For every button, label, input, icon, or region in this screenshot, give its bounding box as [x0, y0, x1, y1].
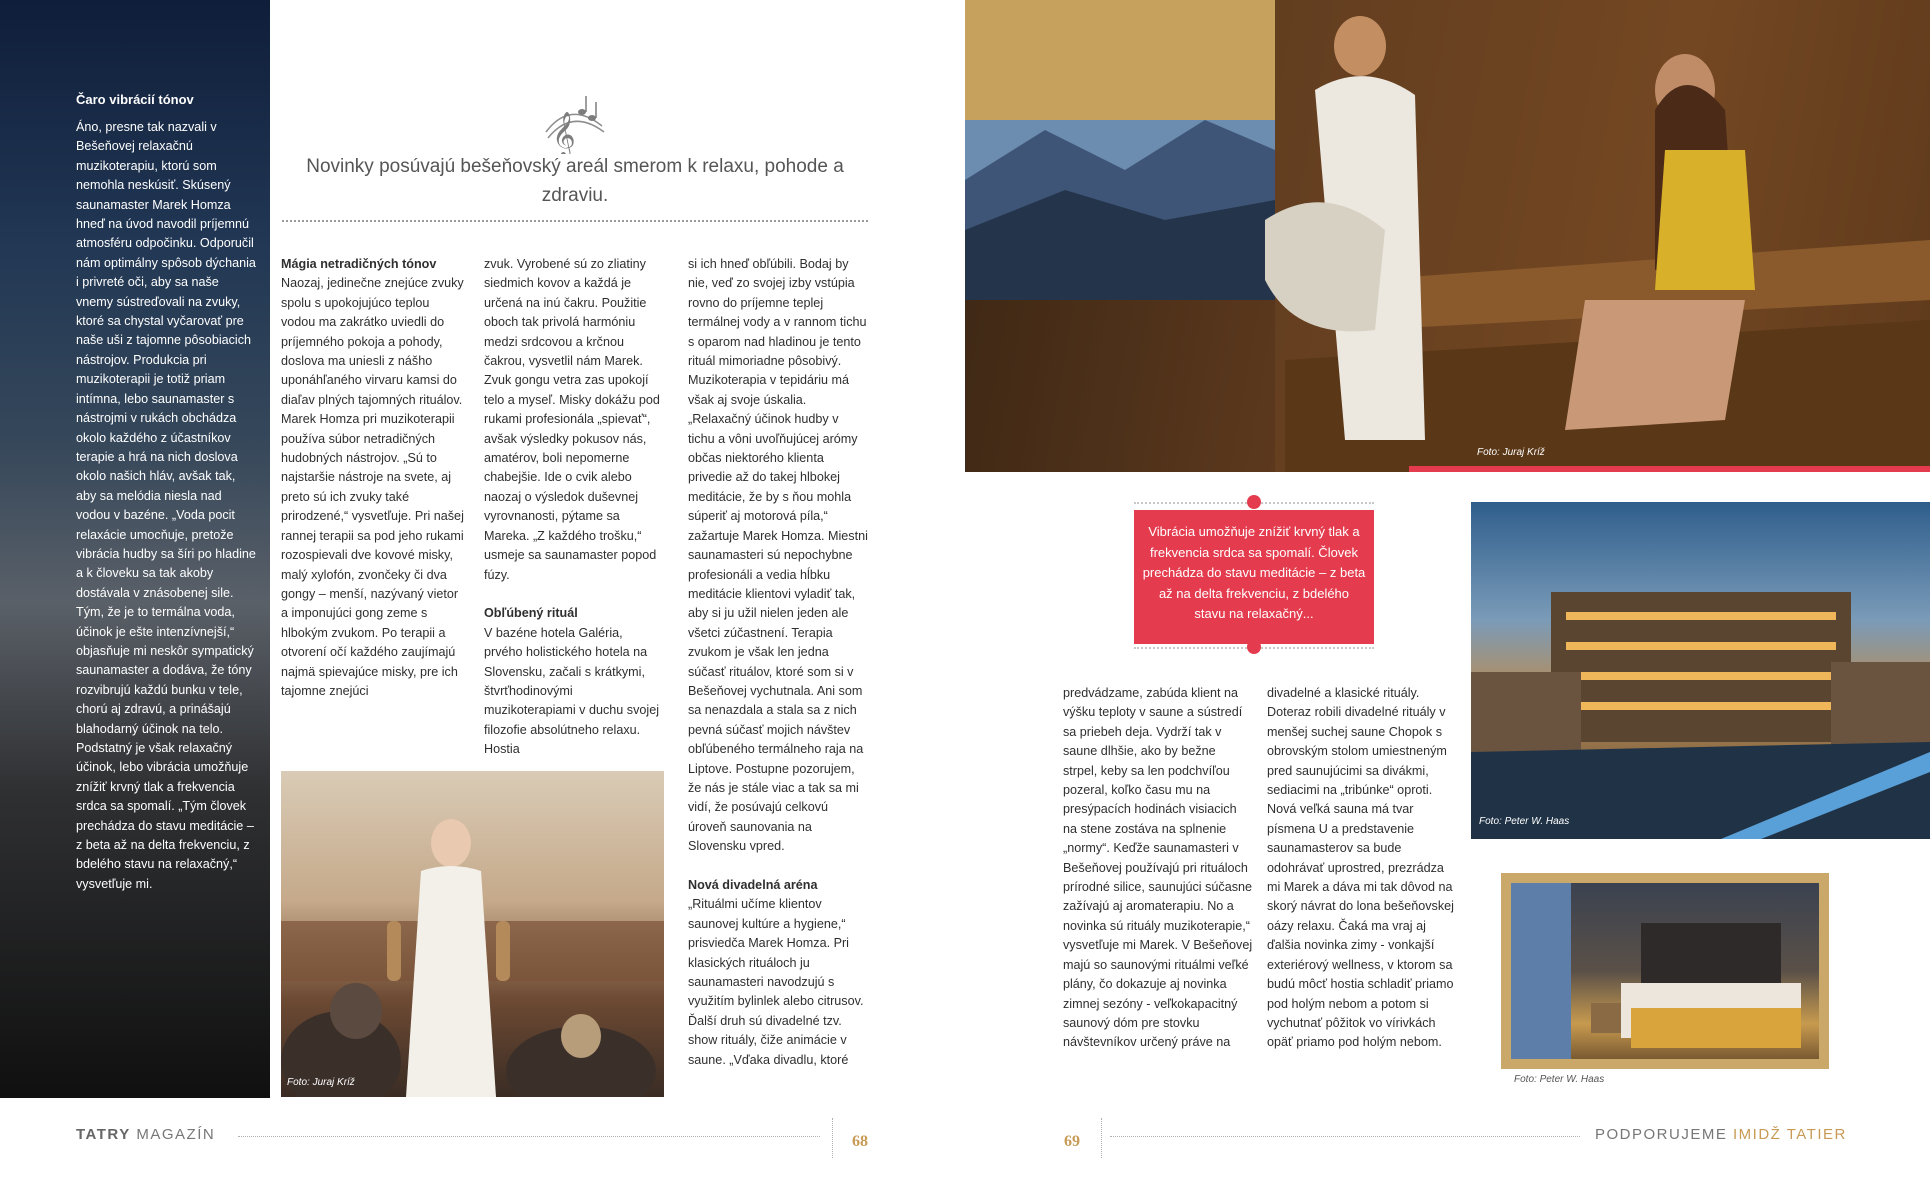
footer-brand-left: [76, 1126, 215, 1143]
col3-text-1: si ich hneď obľúbili. Bodaj by nie, veď zo svojej izby vstúpia rovno do príjemne teplej termálnej vody a v rannom tichu s oparom nad hladinou je tento rituál mimoriadne pôsobivý. Muzikoterapia v tepidáriu má však aj svoje úskalia. „Relaxačný účinok hudby v tichu a vôni uvoľňujúcej arómy občas niektorého klienta privedie až do takej hlbokej meditácie, že by s ňou mohla súperiť aj motorová píla,“ zažartuje Marek Homza. Miestni saunamasteri sú nepochybne profesionáli a vedia hĺbku meditácie klientovi vyladiť tak, aby si ju užil nielen jeden ale všetci zúčastnení. Terapia zvukom je však len jedna súčasť rituálov, ktoré som si v Bešeňovej vychutnala. Ani som sa nenazdala a stala sa z nich pevná súčasť mojich návštev obľúbeného termálneho raja na Liptove. Postupne pozorujem, že nás je stále viac a tak sa mi vidí, že posúvajú celkovú úroveň saunovania na Slovensku vpred.: [688, 257, 868, 854]
col4-text: predvádzame, zabúda klient na výšku teploty v saune a sústredí sa priebeh deja. Vydrží tak v saune dlhšie, ako by bežne strpel, keby sa len podchvíľou pozeral, koľko času mu na presýpacích hodinách visiacich na stene zostáva na splnenie „normy“. Keďže saunamasteri v Bešeňovej používajú pri rituáloch prírodné silice, saunujúci súčasne zažívajú aj aromaterapiu. No a novinka sú rituály muzikoterapie,“ vysvetľuje mi Marek. V Bešeňovej majú so saunovými rituálmi veľké plány, čo dokazuje aj novinka zimnej sezóny - veľkokapacitný saunový dóm pre stovku návštevníkov určený práve na: [1063, 686, 1253, 1050]
footer-brand-left-rest: MAGAZÍN: [130, 1126, 216, 1143]
col1-text: Naozaj, jedinečne znejúce zvuky spolu s upokojujúco teplou vodou ma zakrátko uviedli do príjemného pokoja a pohody, doslova ma uniesli z nášho uponáhľaného virvaru kamsi do diaľav plných tajomných rituálov. Marek Homza pri muzikoterapii používa súbor netradičných hudobných nástrojov. „Sú to najstaršie nástroje na svete, aj preto sú ich zvuky také prirodzené,“ vysvetľuje. Pri našej rannej terapii sa pod jeho rukami rozospievali dve kovové misky, malý xylofón, zvončeky či dva gongy – menší, nazývaný vietor a imponujúci gong zeme s hlbokým zvukom. Po terapii a otvorení očí každého zaujímajú najmä spievajúce misky, pre ich tajomne znejúci: [281, 276, 464, 698]
col2-text-1: zvuk. Vyrobené sú zo zliatiny siedmich kovov a každá je určená na inú čakru. Použitie oboch tak privolá harmóniu medzi srdcovou a krčnou čakrou, vysvetlil nám Marek. Zvuk gongu vetra zas upokojí telo a myseľ. Misky dokážu pod rukami profesionála „spievať“, avšak výsledky pokusov nás, amatérov, boli nepomerne chabejšie. Ide o cvik alebo naozaj o výsledok duševnej vyrovnanosti, pýtame sa Mareka. „Z každého trošku,“ usmeje sa saunamaster popod fúzy.: [484, 257, 660, 582]
col3-heading: Nová divadelná aréna: [688, 877, 818, 892]
col2-text-2: V bazéne hotela Galéria, prvého holistického hotela na Slovensku, začali s krátkymi, štvrťhodinovými muzikoterapiami v duchu svojej filozofie absolútneho relaxu. Hostia: [484, 625, 659, 757]
quote-bottom-dot: [1247, 640, 1261, 654]
therapy-photo: [281, 771, 664, 1097]
footer-brand-right: [1595, 1126, 1847, 1143]
page-number-right: 69: [1064, 1133, 1080, 1150]
page-number-left: 68: [852, 1133, 868, 1150]
sauna-photo-caption: Foto: Juraj Kríž: [1477, 447, 1545, 458]
column-1: [281, 255, 467, 701]
sidebar-panel: [0, 0, 270, 1098]
col5-text: divadelné a klasické rituály. Doteraz robili divadelné rituály v menšej suchej saune Chopok s obrovským stolom umiestneným pred saunujúcimi sa divákmi, sediacimi na „tribúnke“ oproti. Nová veľká sauna má tvar písmena U a predstavenie saunamasterov sa bude odohrávať uprostred, prezrádza mi Marek a dáva mi tak dôvod na skorý návrat do lona bešeňovskej oázy relaxu. Čaká ma vraj aj ďalšia novinka zimy - vonkajší exteriérový wellness, v ktorom sa budú môcť hostia schladiť priamo pod holým nebom a potom si vychutnať pôžitok vo vírivkách opäť priamo pod holým nebom.: [1267, 686, 1454, 1050]
room-photo-frame: [1501, 873, 1829, 1069]
sidebar-text: Áno, presne tak nazvali v Bešeňovej relaxačnú muzikoterapiu, ktorú som nemohla neskúsiť. Skúsený saunamaster Marek Homza hneď na úvod navodil príjemnú atmosféru odpočinku. Odporučil nám optimálny spôsob dýchania i privreté oči, aby sa naše vnemy sústreďovali na zvuky, ktoré sa chystal vyčarovať pre naše uši z tajomne pôsobiacich nástrojov. Produkcia pri muzikoterapii je totiž priam intímna, lebo saunamaster s nástrojmi v rukách obchádza okolo každého z účastníkov terapie a hrá na nich doslova okolo našich hláv, avšak tak, aby sa melódia niesla nad vodou v bazéne. „Voda pocit relaxácie umocňuje, pretože vibrácia hudby sa šíri po hladine a k človeku sa tak akoby dostávala v znásobenej sile. Tým, že je to termálna voda, účinok je ešte intenzívnejší,“ objasňuje mi neskôr sympatický saunamaster a dodáva, že tóny rozvibrujú každú bunku v tele, chorú aj zdravú, a prinášajú blahodarný účinok na telo. Podstatný je však relaxačný účinok, lebo vibrácia umožňuje znížiť krvný tlak a frekvencia srdca sa spomalí. „Tým človek prechádza do stavu meditácie – z beta až na delta frekvenciu, z bdelého stavu na relaxačný,“ vysvetľuje mi.: [76, 120, 256, 891]
sauna-photo: [965, 0, 1930, 472]
footer-rule-left: [238, 1136, 820, 1137]
therapy-photo-caption: Foto: Juraj Kríž: [287, 1077, 355, 1088]
hotel-photo-caption: Foto: Peter W. Haas: [1479, 816, 1570, 827]
col2-heading: Obľúbený rituál: [484, 606, 578, 621]
footer-rule-right: [1110, 1136, 1580, 1137]
room-photo: [1511, 883, 1819, 1059]
red-accent-bar: [1409, 466, 1930, 472]
svg-text:𝄞: 𝄞: [552, 112, 576, 154]
footer-divider-left: [832, 1118, 833, 1158]
footer-brand-right-text: PODPORUJEME: [1595, 1126, 1734, 1143]
room-photo-caption: Foto: Peter W. Haas: [1514, 1074, 1605, 1085]
footer-brand-left-bold: TATRY: [76, 1126, 131, 1143]
col1-heading: Mágia netradičných tónov: [281, 257, 437, 271]
column-2: [484, 255, 664, 760]
column-4: [1063, 684, 1253, 1053]
col3-text-2: „Rituálmi učíme klientov saunovej kultúre a hygiene,“ prisviedča Marek Homza. Pri klasických rituáloch ju saunamasteri navodzujú s využitím bylinlek alebo citrusov. Ďalší druh sú divadelné tzv. show rituály, čiže animácie v saune. „Vďaka divadlu, ktoré: [688, 897, 864, 1067]
footer-brand-right-accent: IMIDŽ TATIER: [1733, 1126, 1847, 1143]
footer-divider-right: [1101, 1118, 1102, 1158]
intro-lead: Novinky posúvajú bešeňovský areál smerom k relaxu, pohode a zdraviu.: [306, 156, 844, 206]
pull-quote: Vibrácia umožňuje znížiť krvný tlak a frekvencia srdca sa spomalí. Človek prechádza do stavu meditácie – z beta až na delta frekvenciu, z bdelého stavu na relaxačný...: [1134, 510, 1374, 644]
music-note-icon: [540, 92, 610, 154]
sidebar-heading: Čaro vibrácií tónov: [76, 92, 194, 107]
intro-divider: [282, 220, 868, 222]
hotel-photo: [1471, 502, 1930, 839]
column-5: [1267, 684, 1457, 1053]
column-3: [688, 255, 868, 1070]
quote-top-dot: [1247, 495, 1261, 509]
